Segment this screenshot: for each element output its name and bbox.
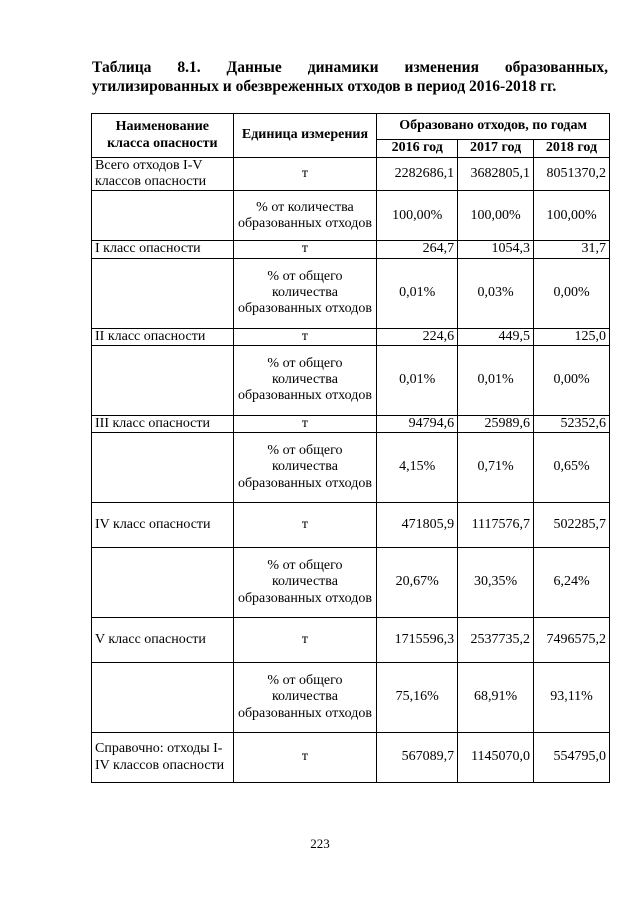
cell-value-2018: 31,7 [534,241,610,258]
cell-hazard-class [92,548,234,618]
cell-unit: т [233,733,377,783]
caption-word: Данные [226,59,282,76]
table-row [92,618,610,663]
cell-value-2016: 471805,9 [377,503,458,548]
table-row [92,328,610,345]
cell-hazard-class [92,433,234,503]
cell-unit: т [233,618,377,663]
cell-unit: % от количества образованных отходов [233,191,377,241]
cell-value-2018: 93,11% [534,663,610,733]
cell-hazard-class: III класс опасности [92,415,234,432]
table-row [92,241,610,258]
cell-value-2018: 0,65% [534,433,610,503]
cell-value-2016: 94794,6 [377,415,458,432]
cell-value-2017: 1145070,0 [458,733,534,783]
cell-unit: % от общего количества образованных отходов [233,345,377,415]
cell-unit: т [233,328,377,345]
cell-value-2018: 100,00% [534,191,610,241]
cell-value-2017: 100,00% [458,191,534,241]
cell-value-2016: 224,6 [377,328,458,345]
cell-unit: % от общего количества образованных отходов [233,663,377,733]
cell-hazard-class: IV класс опасности [92,503,234,548]
cell-value-2017: 2537735,2 [458,618,534,663]
cell-value-2018: 6,24% [534,548,610,618]
table-row [92,158,610,191]
cell-hazard-class [92,345,234,415]
table-row [92,345,610,415]
cell-value-2016: 567089,7 [377,733,458,783]
cell-hazard-class: I класс опасности [92,241,234,258]
cell-unit: т [233,503,377,548]
table-caption [92,58,608,96]
cell-unit: % от общего количества образованных отходов [233,548,377,618]
cell-value-2016: 0,01% [377,345,458,415]
header-year-2017: 2017 год [458,140,534,158]
cell-value-2018: 502285,7 [534,503,610,548]
cell-hazard-class: V класс опасности [92,618,234,663]
cell-hazard-class [92,191,234,241]
cell-value-2017: 30,35% [458,548,534,618]
cell-value-2018: 0,00% [534,258,610,328]
cell-value-2017: 3682805,1 [458,158,534,191]
cell-value-2016: 264,7 [377,241,458,258]
caption-word: изменения [404,59,479,76]
caption-word: 8.1. [177,59,201,76]
cell-value-2018: 0,00% [534,345,610,415]
waste-dynamics-table [91,113,610,783]
cell-value-2017: 68,91% [458,663,534,733]
header-unit: Единица измерения [233,114,377,158]
page-number: 223 [310,836,330,851]
cell-value-2016: 0,01% [377,258,458,328]
cell-value-2018: 52352,6 [534,415,610,432]
cell-hazard-class: II класс опасности [92,328,234,345]
table-row [92,663,610,733]
cell-value-2017: 0,01% [458,345,534,415]
cell-value-2017: 0,03% [458,258,534,328]
header-year-group: Образовано отходов, по годам [377,114,610,140]
table-row [92,415,610,432]
table-row [92,503,610,548]
header-year-2018: 2018 год [534,140,610,158]
cell-value-2018: 554795,0 [534,733,610,783]
cell-hazard-class: Всего отходов I-V классов опасности [92,158,234,191]
table-row [92,191,610,241]
cell-hazard-class: Справочно: отходы I-IV классов опасности [92,733,234,783]
cell-hazard-class [92,258,234,328]
cell-value-2017: 25989,6 [458,415,534,432]
cell-value-2016: 75,16% [377,663,458,733]
cell-unit: т [233,241,377,258]
header-year-2016: 2016 год [377,140,458,158]
cell-unit: % от общего количества образованных отходов [233,258,377,328]
cell-value-2016: 2282686,1 [377,158,458,191]
caption-word: Таблица [92,59,152,76]
table-row [92,433,610,503]
table-row [92,733,610,783]
caption-word: динамики [307,59,379,76]
cell-value-2017: 0,71% [458,433,534,503]
cell-value-2017: 449,5 [458,328,534,345]
cell-unit: % от общего количества образованных отходов [233,433,377,503]
cell-hazard-class [92,663,234,733]
cell-unit: т [233,158,377,191]
cell-value-2018: 7496575,2 [534,618,610,663]
cell-value-2016: 100,00% [377,191,458,241]
table-row [92,258,610,328]
cell-value-2018: 125,0 [534,328,610,345]
cell-value-2017: 1054,3 [458,241,534,258]
cell-value-2016: 20,67% [377,548,458,618]
caption-word: образованных, [504,59,608,76]
cell-unit: т [233,415,377,432]
cell-value-2016: 1715596,3 [377,618,458,663]
caption-line-2: утилизированных и обезвреженных отходов в период 2016-2018 гг. [92,78,557,95]
cell-value-2018: 8051370,2 [534,158,610,191]
cell-value-2016: 4,15% [377,433,458,503]
cell-value-2017: 1117576,7 [458,503,534,548]
table-row [92,548,610,618]
header-hazard-class: Наименование класса опасности [92,114,234,158]
